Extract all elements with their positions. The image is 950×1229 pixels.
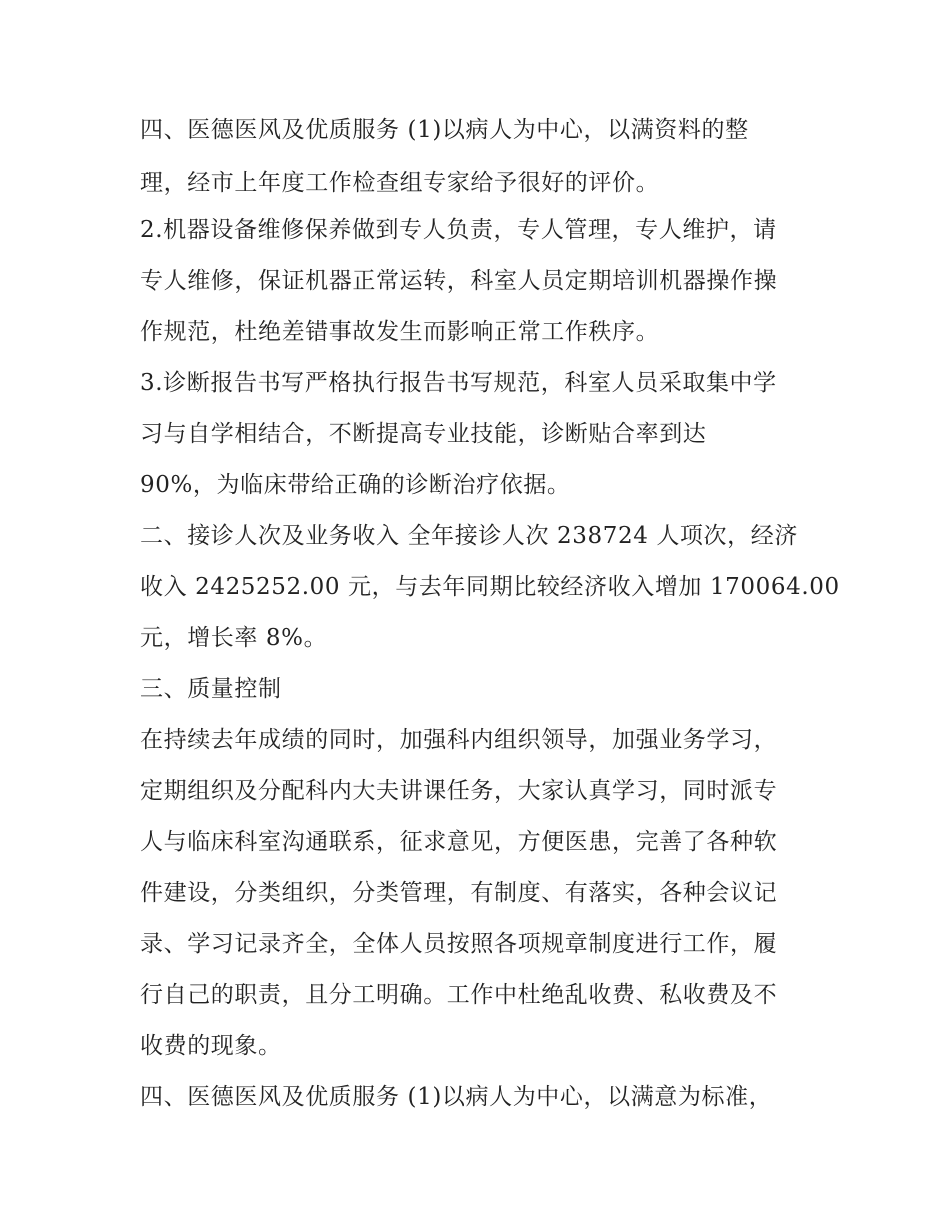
text-line: 四、医德医风及优质服务 (1)以病人为中心，以满意为标准， (140, 1084, 773, 1110)
text-line: 录、学习记录齐全，全体人员按照各项规章制度进行工作，履 (140, 931, 778, 957)
text-line: 3.诊断报告书写严格执行报告书写规范，科室人员采取集中学 (140, 370, 777, 396)
text-line: 作规范，杜绝差错事故发生而影响正常工作秩序。 (140, 319, 660, 345)
text-line: 行自己的职责，且分工明确。工作中杜绝乱收费、私收费及不 (140, 982, 778, 1008)
text-line: 在持续去年成绩的同时，加强科内组织领导，加强业务学习， (140, 727, 778, 753)
text-line: 专人维修，保证机器正常运转，科室人员定期培训机器操作操 (140, 268, 778, 294)
text-line: 2.机器设备维修保养做到专人负责，专人管理，专人维护，请 (140, 217, 777, 243)
text-line: 件建设，分类组织，分类管理，有制度、有落实，各种会议记 (140, 880, 778, 906)
text-line: 定期组织及分配科内大夫讲课任务，大家认真学习，同时派专 (140, 778, 778, 804)
text-line: 收费的现象。 (140, 1033, 282, 1059)
text-line: 二、接诊人次及业务收入 全年接诊人次 238724 人项次，经济 (140, 523, 798, 549)
text-line: 收入 2425252.00 元，与去年同期比较经济收入增加 170064.00 (140, 574, 840, 600)
text-line: 人与临床科室沟通联系，征求意见，方便医患，完善了各种软 (140, 829, 778, 855)
text-line: 四、医德医风及优质服务 (1)以病人为中心，以满资料的整 (140, 117, 749, 143)
text-line: 元，增长率 8%。 (140, 625, 328, 651)
text-line: 理，经市上年度工作检查组专家给予很好的评价。 (140, 170, 660, 196)
text-line: 90%，为临床带给正确的诊断治疗依据。 (140, 472, 571, 498)
text-line: 习与自学相结合，不断提高专业技能，诊断贴合率到达 (140, 421, 707, 447)
text-line: 三、质量控制 (140, 676, 282, 702)
